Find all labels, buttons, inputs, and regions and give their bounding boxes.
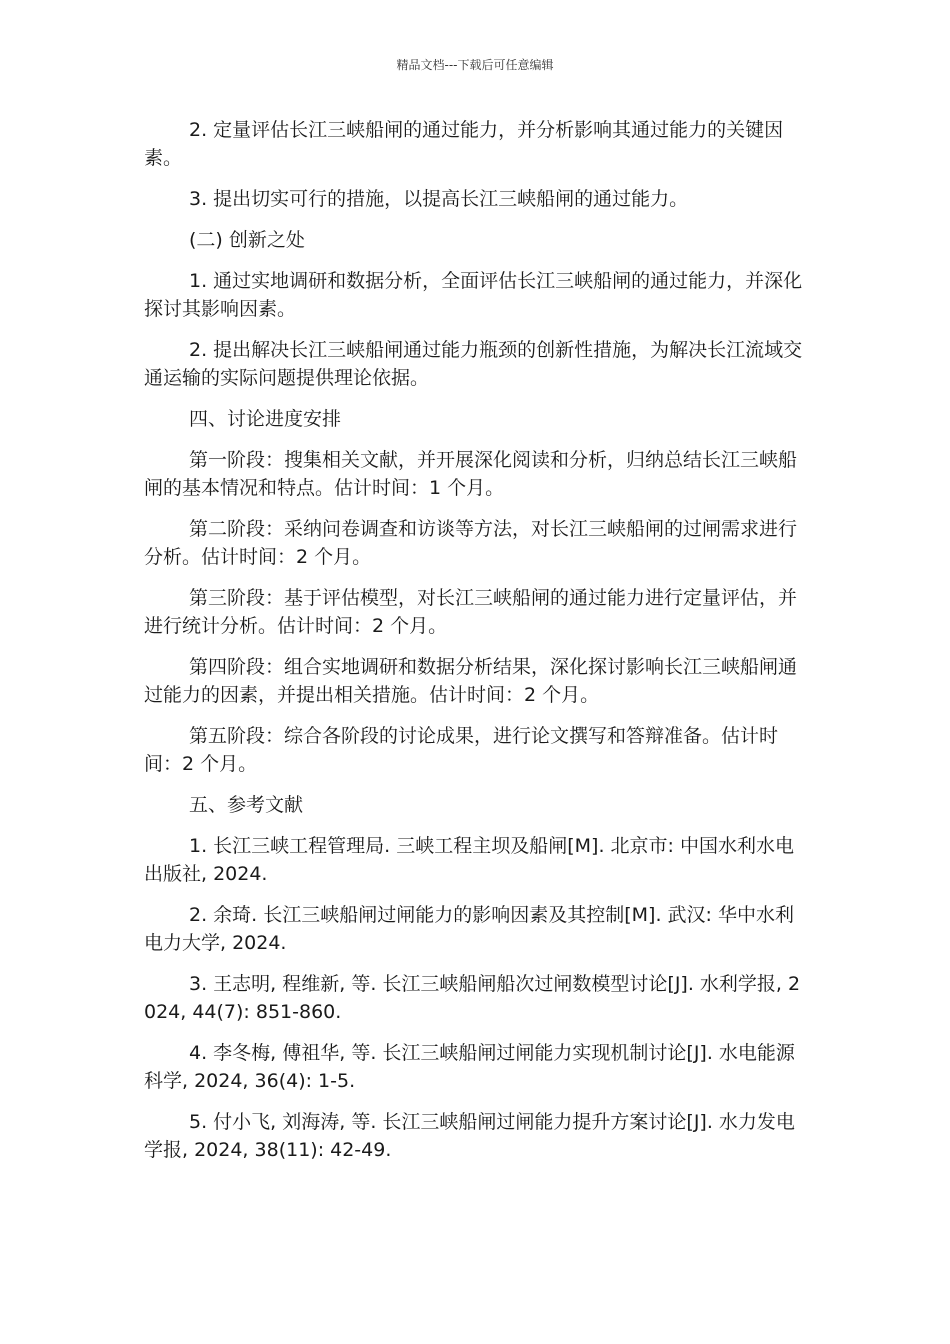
reference-item-4: 4. 李冬梅, 傅祖华, 等. 长江三峡船闸过闸能力实现机制讨论[J]. 水电能源科学, 2024, 36(4): 1-5. (144, 1042, 795, 1092)
document-body (144, 116, 808, 1177)
paragraph-stage-3: 第三阶段：基于评估模型，对长江三峡船闸的通过能力进行定量评估，并进行统计分析。估计时间：2 个月。 (144, 587, 798, 637)
page-header: 精品文档---下载后可任意编辑 (396, 58, 554, 72)
section-heading-references: 五、参考文献 (189, 794, 304, 816)
paragraph-stage-4: 第四阶段：组合实地调研和数据分析结果，深化探讨影响长江三峡船闸通过能力的因素，并提出相关措施。估计时间：2 个月。 (144, 656, 798, 706)
paragraph-stage-1: 第一阶段：搜集相关文献，并开展深化阅读和分析，归纳总结长江三峡船闸的基本情况和特点。估计时间：1 个月。 (144, 449, 798, 499)
reference-item-3: 3. 王志明, 程维新, 等. 长江三峡船闸船次过闸数模型讨论[J]. 水利学报, 2024, 44(7): 851-860. (144, 973, 801, 1023)
paragraph-stage-5: 第五阶段：综合各阶段的讨论成果，进行论文撰写和答辩准备。估计时间：2 个月。 (144, 725, 779, 775)
paragraph-innovation-2: 2. 提出解决长江三峡船闸通过能力瓶颈的创新性措施，为解决长江流域交通运输的实际问题提供理论依据。 (144, 339, 803, 389)
paragraph-objective-2: 2. 定量评估长江三峡船闸的通过能力，并分析影响其通过能力的关键因素。 (144, 119, 784, 169)
reference-item-1: 1. 长江三峡工程管理局. 三峡工程主坝及船闸[M]. 北京市: 中国水利水电出版社, 2024. (144, 835, 794, 885)
paragraph-stage-2: 第二阶段：采纳问卷调查和访谈等方法，对长江三峡船闸的过闸需求进行分析。估计时间：2 个月。 (144, 518, 798, 568)
paragraph-innovation-1: 1. 通过实地调研和数据分析，全面评估长江三峡船闸的通过能力，并深化探讨其影响因素。 (144, 270, 803, 320)
reference-item-2: 2. 余琦. 长江三峡船闸过闸能力的影响因素及其控制[M]. 武汉: 华中水利电力大学, 2024. (144, 904, 794, 954)
section-heading-schedule: 四、讨论进度安排 (189, 408, 342, 430)
paragraph-objective-3: 3. 提出切实可行的措施，以提高长江三峡船闸的通过能力。 (189, 188, 689, 210)
reference-item-5: 5. 付小飞, 刘海涛, 等. 长江三峡船闸过闸能力提升方案讨论[J]. 水力发电学报, 2024, 38(11): 42-49. (144, 1111, 795, 1161)
section-heading-innovation: (二) 创新之处 (189, 229, 305, 251)
